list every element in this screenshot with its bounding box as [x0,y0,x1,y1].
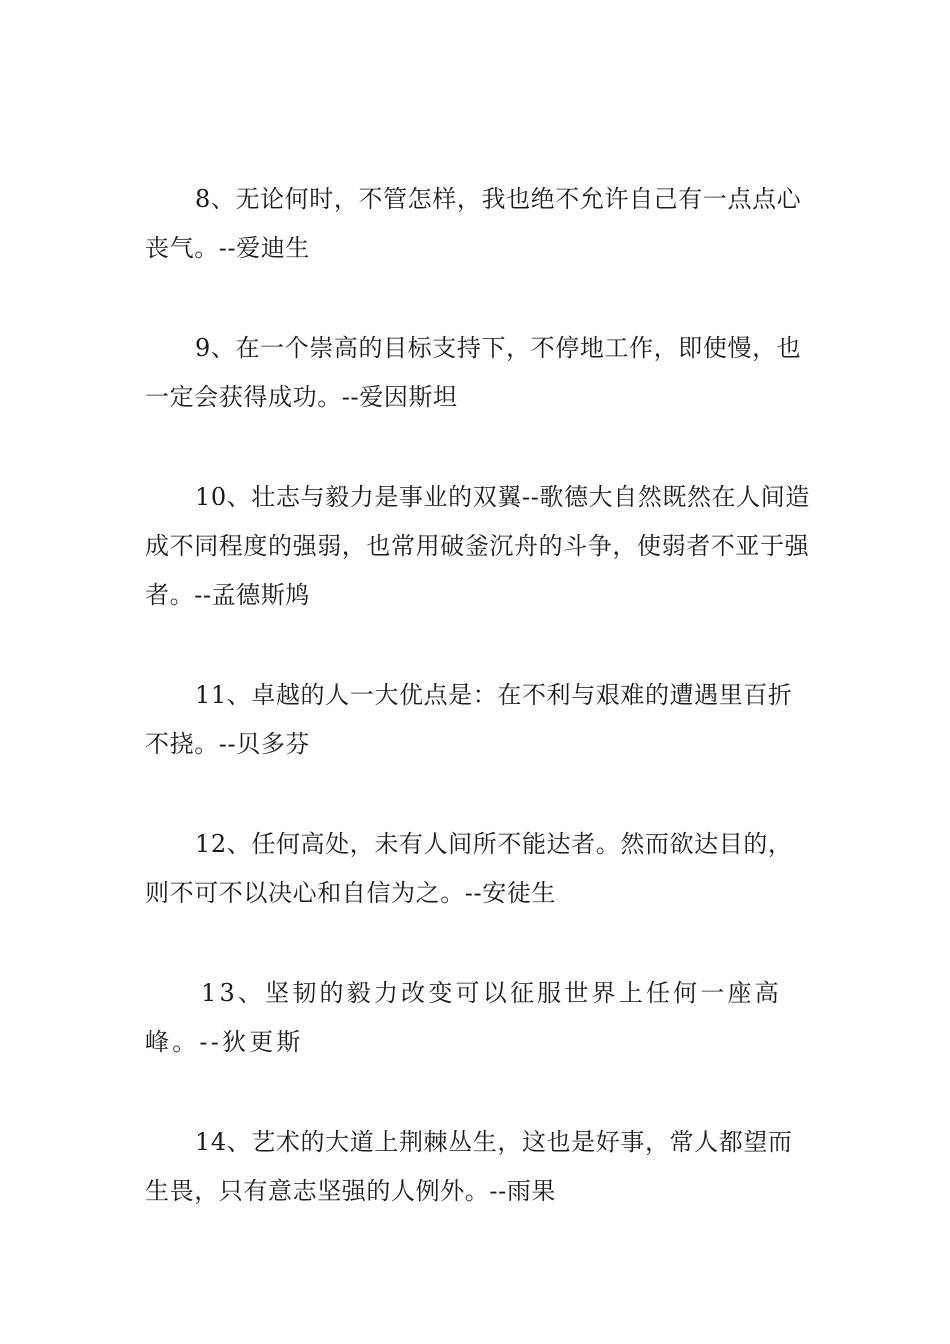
quote-9: 9、在一个崇高的目标支持下，不停地工作，即使慢，也一定会获得成功。--爱因斯坦 [145,334,802,411]
quote-8: 8、无论何时，不管怎样，我也绝不允许自己有一点点心丧气。--爱迪生 [145,185,802,262]
quote-10: 10、壮志与毅力是事业的双翼--歌德大自然既然在人间造成不同程度的强弱，也常用破釜沉舟的斗争，使弱者不亚于强者。--孟德斯鸠 [145,483,810,609]
quote-12: 12、任何高处，未有人间所不能达者。然而欲达目的，则不可不以决心和自信为之。--安徒生 [145,830,793,907]
quote-13: 13、坚韧的毅力改变可以征服世界上任何一座高峰。--狄更斯 [145,979,782,1056]
quote-11: 11、卓越的人一大优点是：在不利与艰难的遭遇里百折不挠。--贝多芬 [145,681,793,758]
quote-14: 14、艺术的大道上荆棘丛生，这也是好事，常人都望而生畏，只有意志坚强的人例外。--雨果 [145,1128,793,1205]
